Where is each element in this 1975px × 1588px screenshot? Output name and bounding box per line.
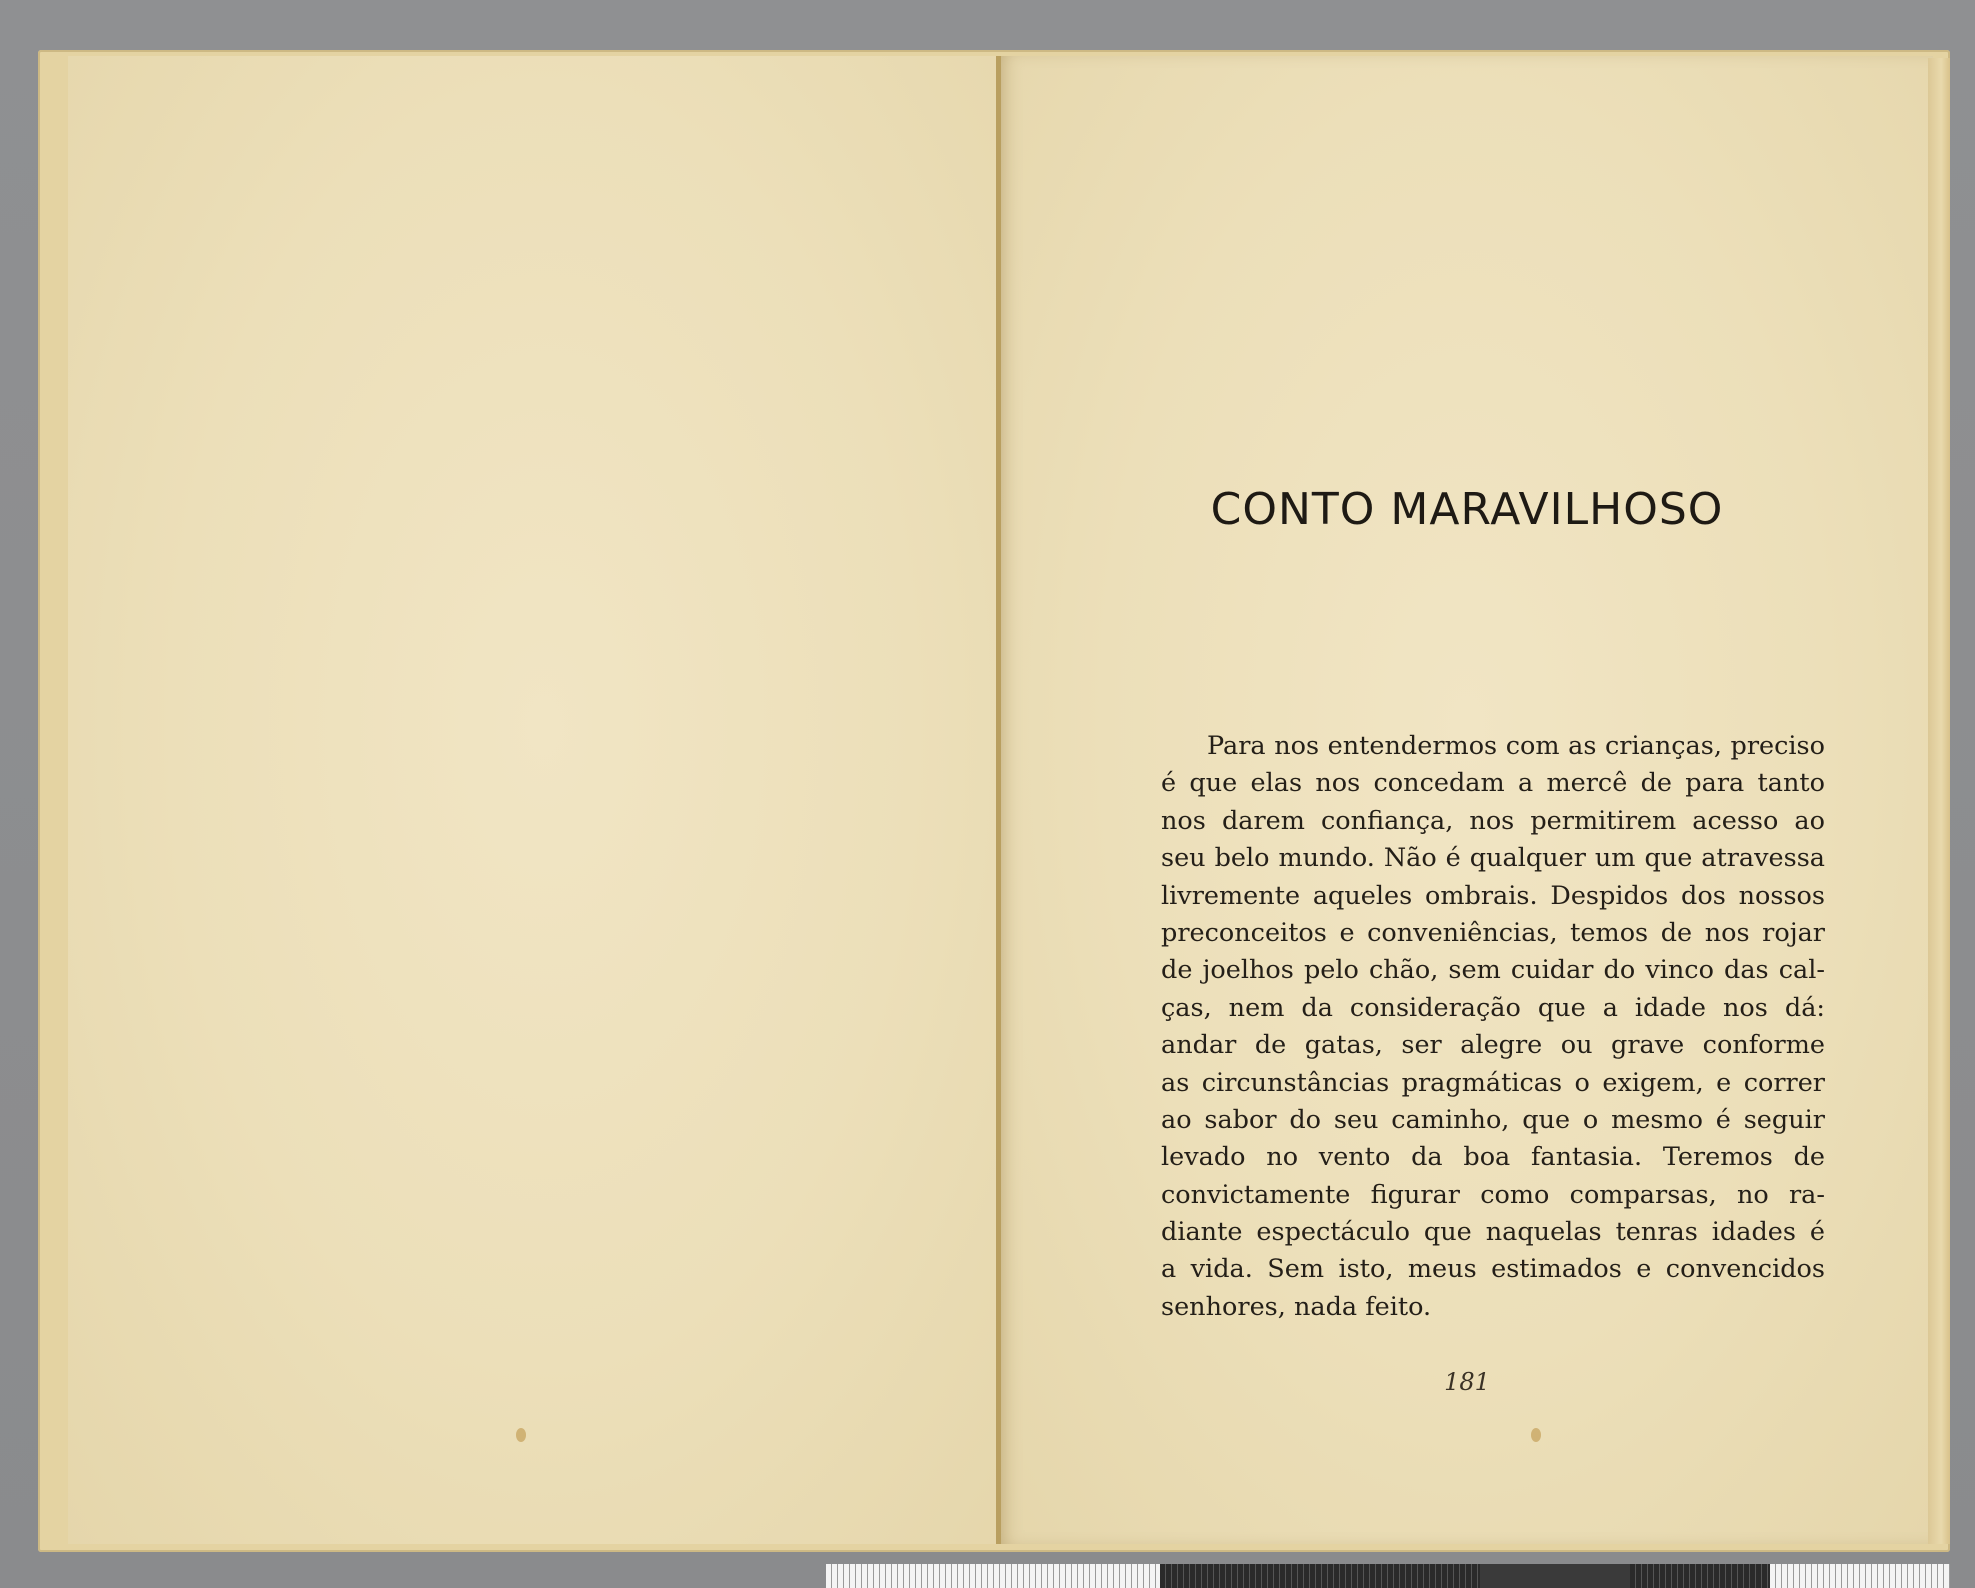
ruler-segment <box>826 1564 1160 1588</box>
text-line: diante espectáculo que naquelas tenras idades é <box>1161 1217 1825 1248</box>
text-line: seu belo mundo. Não é qualquer um que atravessa <box>1161 843 1825 874</box>
text-line: andar de gatas, ser alegre ou grave conforme <box>1161 1030 1825 1061</box>
text-line: nos darem confiança, nos permitirem acesso ao <box>1161 805 1825 836</box>
text-line: preconceitos e conveniências, temos de nos rojar <box>1161 917 1825 948</box>
text-line: a vida. Sem isto, meus estimados e convencidos <box>1161 1254 1825 1285</box>
ruler-segment <box>1480 1564 1630 1588</box>
text-line: de joelhos pelo chão, sem cuidar do vinco das cal- <box>1161 955 1825 986</box>
ruler-segment <box>1630 1564 1770 1588</box>
right-page <box>996 56 1933 1544</box>
text-line: Para nos entendermos com as crianças, preciso <box>1207 731 1825 761</box>
left-page-blank <box>68 56 1023 1544</box>
text-line: convictamente figurar como comparsas, no ra- <box>1161 1179 1825 1210</box>
ruler-segment <box>1160 1564 1480 1588</box>
book-spread <box>38 50 1950 1552</box>
text-line: senhores, nada feito. <box>1161 1291 1432 1322</box>
paper-spot <box>516 1428 526 1442</box>
text-line: ças, nem da consideração que a idade nos dá: <box>1161 992 1825 1023</box>
text-line: levado no vento da boa fantasia. Teremos de <box>1161 1142 1825 1173</box>
scale-ruler <box>826 1564 1950 1588</box>
paper-spot <box>1531 1428 1541 1442</box>
chapter-title: CONTO MARAVILHOSO <box>1210 484 1724 535</box>
ruler-segment <box>1770 1564 1950 1588</box>
body-paragraph <box>1161 728 1825 1326</box>
text-line: ao sabor do seu caminho, que o mesmo é seguir <box>1161 1104 1825 1135</box>
text-line: é que elas nos concedam a mercê de para tanto <box>1161 768 1825 799</box>
text-line: livremente aqueles ombrais. Despidos dos nossos <box>1161 880 1825 911</box>
text-line: as circunstâncias pragmáticas o exigem, e correr <box>1161 1067 1825 1098</box>
page-number: 181 <box>1444 1368 1490 1396</box>
page-edge <box>1928 58 1950 1544</box>
